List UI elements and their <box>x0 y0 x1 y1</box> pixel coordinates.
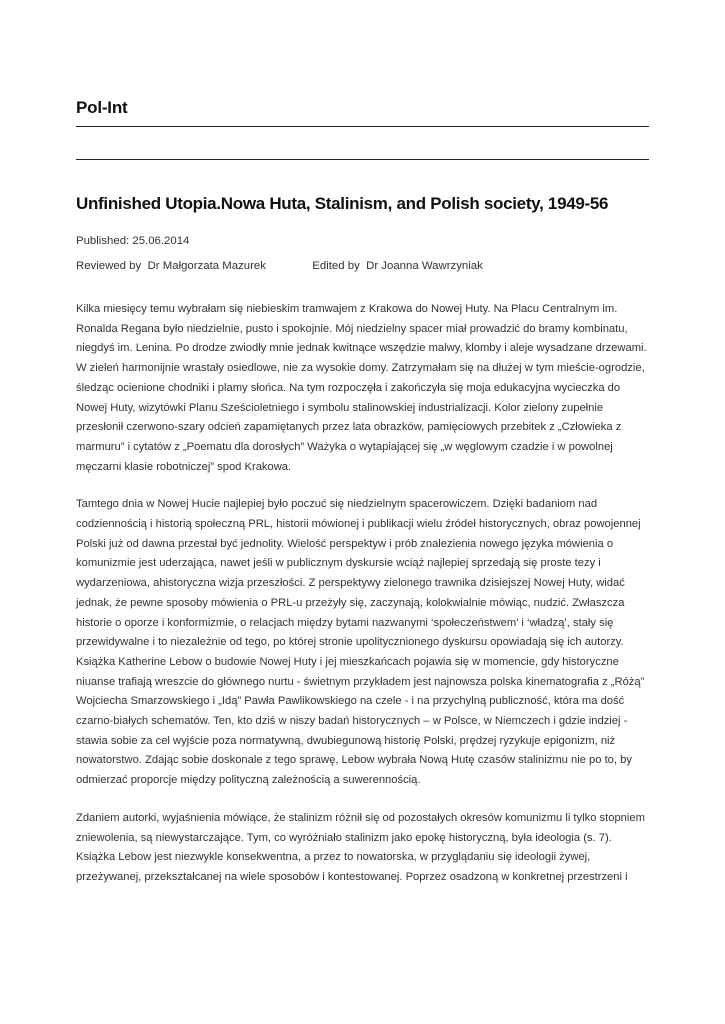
header-divider-bottom <box>76 159 649 160</box>
header-divider-top <box>76 126 649 127</box>
editor-name: Dr Joanna Wawrzyniak <box>366 260 483 272</box>
article-body <box>76 300 649 906</box>
published-label: Published: <box>76 235 130 247</box>
published-date: 25.06.2014 <box>132 235 190 247</box>
credits-line <box>76 260 483 272</box>
edited-label: Edited by <box>312 260 360 272</box>
article-title: Unfinished Utopia.Nowa Huta, Stalinism, and Polish society, 1949-56 <box>76 194 609 213</box>
paragraph: Zdaniem autorki, wyjaśnienia mówiące, że stalinizm różnił się od pozostałych okresów komunizmu li tylko stopniem zniewolenia, są niewystarczające. Tym, co wyróżniało stalinizm jako epokę historyczną, była ideologia (s. 7). Książka Lebow jest niezwykle konsekwentna, a przez to nowatorska, w przyglądaniu się ideologii żywej, przeżywanej, przekształcanej na wiele sposobów i kontestowanej. Poprzez osadzoną w konkretnej przestrzeni i <box>76 811 645 883</box>
site-title: Pol-Int <box>76 98 128 117</box>
reviewed-label: Reviewed by <box>76 260 142 272</box>
paragraph: Kilka miesięcy temu wybrałam się niebieskim tramwajem z Krakowa do Nowej Huty. Na Placu Centralnym im. Ronalda Regana było niedzielnie, pusto i spokojnie. Mój niedzielny spacer miał prowadzić do bramy kombinatu, niegdyś im. Lenina. Po drodze zwiodły mnie jednak kwitnące wszędzie malwy, klomby i aleje wysadzane drzewami. W zieleń harmonijnie wrastały osiedlowe, nie za wysokie domy. Zatrzymałam się na dłużej w tym mieście-ogrodzie, śledząc ocienione chodniki i plamy słońca. Na tym rozpoczęła i zakończyła się moja edukacyjna wycieczka do Nowej Huty, wizytówki Planu Sześcioletniego i symbolu stalinowskiej industrializacji. Kolor zielony zupełnie przesłonił czerwono-szary odcień zapamiętanych przez lata obrazków, pamięciowych przebitek z „Człowieka z marmuru” i cytatów z „Poematu dla dorosłych” Ważyka o wytapiającej się „w węglowym czadzie i w powolnej męczarni klasie robotniczej” spod Krakowa. <box>76 303 647 473</box>
reviewer-name: Dr Małgorzata Mazurek <box>147 260 266 272</box>
published-line <box>76 235 189 247</box>
paragraph: Tamtego dnia w Nowej Hucie najlepiej było poczuć się niedzielnym spacerowiczem. Dzięki badaniom nad codziennością i historią społeczną PRL, historii mówionej i publikacji wielu źródeł historycznych, obraz powojennej Polski już od dawna przestał być jednolity. Wielość perspektyw i prób znalezienia nowego języka mówienia o komunizmie jest uderzająca, nawet jeśli w publicznym dyskursie wciąż najlepiej sprzedają się proste tezy i wydarzeniowa, ahistoryczna wizja przeszłości. Z perspektywy zielonego trawnika dzisiejszej Nowej Huty, widać jednak, że pewne sposoby mówienia o PRL-u przeżyły się, zaczynają, kolokwialnie mówiąc, nudzić. Zwłaszcza historie o oporze i konformizmie, o relacjach między bytami nazwanymi ‘społeczeństwem’ i ‘władzą’, stały się przewidywalne i to niezależnie od tego, po której stronie upolitycznionego dyskursu opowiadają się ich autorzy. Książka Katherine Lebow o budowie Nowej Huty i jej mieszkańcach pojawia się w momencie, gdy historyczne niuanse trafiają wreszcie do głównego nurtu - świetnym przykładem jest najnowsza polska kinematografia z „Różą” Wojciecha Smarzowskiego i „Idą” Pawła Pawlikowskiego na czele - i na przychylną publiczność, która ma dość czarno-białych schematów. Ten, kto dziś w niszy badań historycznych – w Polsce, w Niemczech i gdzie indziej - stawia sobie za cel wyjście poza normatywną, dwubiegunową historię Polski, prędzej ryzykuje epigonizm, niż nowatorstwo. Zdając sobie doskonale z tego sprawę, Lebow wybrała Nową Hutę czasów stalinizmu nie po to, by odmierzać proporcje między polityczną zależnością a suwerennością. <box>76 498 645 787</box>
